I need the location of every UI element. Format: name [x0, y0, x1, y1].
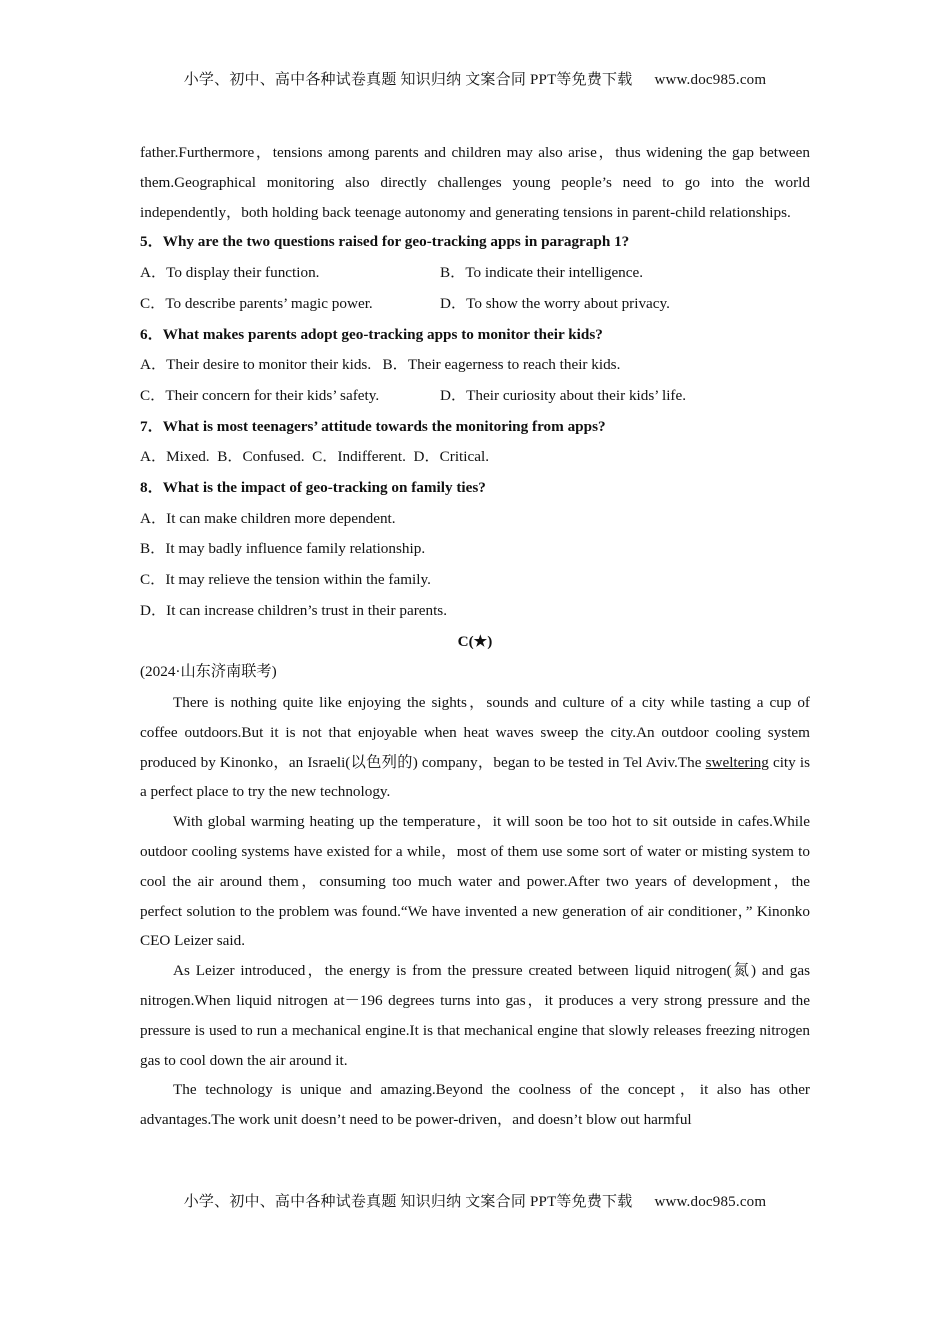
- footer-url[interactable]: www.doc985.com: [654, 1194, 767, 1210]
- footer-text: 小学、初中、高中各种试卷真题 知识归纳 文案合同 PPT等免费下载: [183, 1194, 633, 1210]
- question-8: [140, 473, 810, 627]
- header-url[interactable]: www.doc985.com: [654, 72, 767, 88]
- passage-paragraph-4: The technology is unique and amazing.Beyond the coolness of the concept，it also has other advantages.The work unit doesn’t need to be power-driven，and doesn’t blow out harmful: [140, 1081, 810, 1129]
- option-c: C．To describe parents’ magic power.: [140, 294, 373, 312]
- option-a: A．To display their function.: [140, 264, 320, 282]
- option-c: C．Their concern for their kids’ safety.: [140, 386, 380, 404]
- option-b: B．To indicate their intelligence.: [440, 264, 644, 282]
- question-text: 5．Why are the two questions raised for geo-tracking apps in paragraph 1?: [140, 233, 630, 251]
- section-source: (2024·山东济南联考): [140, 663, 277, 681]
- options: A．Mixed. B．Confused. C．Indifferent. D．Critical.: [140, 448, 489, 466]
- option-d: D．Their curiosity about their kids’ life.: [440, 386, 687, 404]
- p1-text-after: city is a perfect place to try the new technology.: [140, 753, 810, 801]
- option-ab: A．Their desire to monitor their kids. B．Their eagerness to reach their kids.: [140, 356, 621, 374]
- option-d: D．To show the worry about privacy.: [440, 294, 670, 312]
- underlined-word: sweltering: [705, 753, 769, 771]
- question-text: 6．What makes parents adopt geo-tracking apps to monitor their kids?: [140, 325, 603, 343]
- page-header: [0, 68, 950, 89]
- intro-paragraph: father.Furthermore，tensions among parents and children may also arise，thus widening the gap between them.Geographical monitoring also directly challenges young people’s need to go into the world independently，both holding back teenage autonomy and generating tensions in parent-child relationships.: [140, 144, 810, 221]
- question-text: 8．What is the impact of geo-tracking on family ties?: [140, 479, 486, 497]
- section-title: C(★): [457, 632, 493, 650]
- option-b: B．It may badly influence family relationship.: [140, 540, 426, 558]
- p1-text-before: There is nothing quite like enjoying the sights，sounds and culture of a city while tasting a cup of coffee outdoors.But it is not that enjoyable when heat waves sweep the city.An outdoor cooling system produced by Kinonko，an Israeli(以色列的) company，began to be tested in Tel Aviv.The: [140, 693, 810, 771]
- page-footer: [0, 1190, 950, 1211]
- page-content: [140, 138, 810, 1135]
- passage-paragraph-1: [140, 688, 810, 807]
- passage-paragraph-2: With global warming heating up the temperature，it will soon be too hot to sit outside in cafes.While outdoor cooling systems have existed for a while，most of them use some sort of water or misting system to cool the air around them，consuming too much water and power.After two years of development，the perfect solution to the problem was found.“We have invented a new generation of air conditioner，” Kinonko CEO Leizer said.: [140, 813, 810, 950]
- question-6: [140, 320, 810, 412]
- option-c: C．It may relieve the tension within the family.: [140, 571, 431, 589]
- header-text: 小学、初中、高中各种试卷真题 知识归纳 文案合同 PPT等免费下载: [183, 72, 633, 88]
- option-a: A．It can make children more dependent.: [140, 509, 396, 527]
- question-5: [140, 227, 810, 319]
- question-7: [140, 412, 810, 473]
- option-d: D．It can increase children’s trust in their parents.: [140, 601, 448, 619]
- passage-paragraph-3: As Leizer introduced，the energy is from the pressure created between liquid nitrogen(氮) and gas nitrogen.When liquid nitrogen at－196 degrees turns into gas，it produces a very strong pressure and the pressure is used to run a mechanical engine.It is that mechanical engine that slowly releases freezing nitrogen gas to cool down the air around it.: [140, 962, 810, 1069]
- question-text: 7．What is most teenagers’ attitude towards the monitoring from apps?: [140, 417, 606, 435]
